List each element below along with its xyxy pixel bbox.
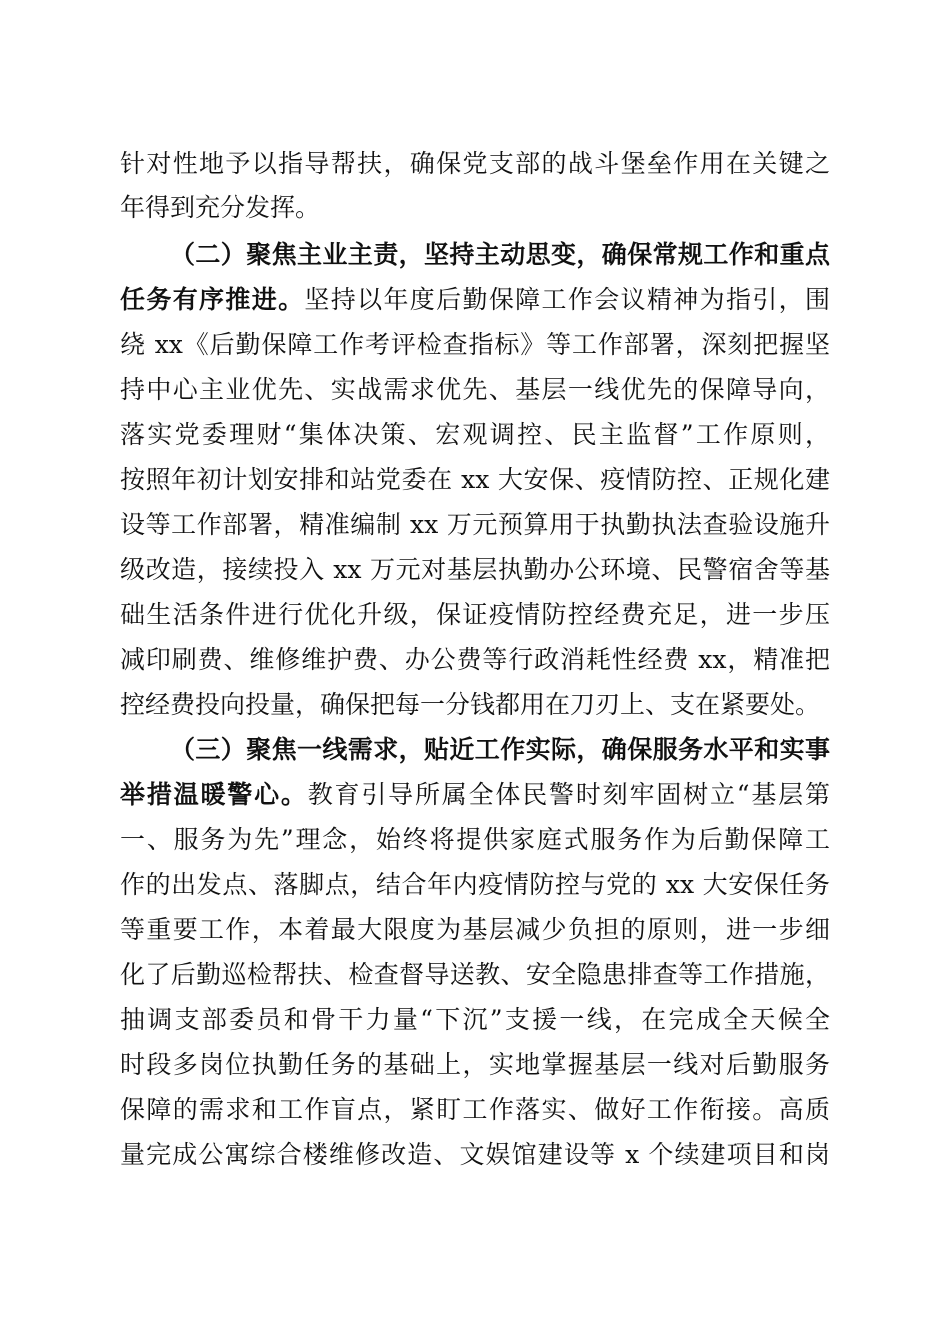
- line-text: 持中心主业优先、实战需求优先、基层一线优先的保障导向，: [120, 375, 830, 404]
- line-text: 年得到充分发挥。: [120, 193, 321, 222]
- body-line: [120, 779, 830, 811]
- line-text: 绕 xx《后勤保障工作考评检查指标》等工作部署，深刻把握坚: [120, 330, 830, 359]
- body-line: [120, 284, 830, 316]
- line-text: 设等工作部署，精准编制 xx 万元预算用于执勤执法查验设施升: [120, 510, 830, 539]
- body-line: [120, 148, 830, 180]
- heading-text: 举措温暖警心。: [120, 780, 308, 809]
- body-line: [120, 869, 830, 901]
- body-line: [120, 329, 830, 361]
- body-line: [120, 1004, 830, 1036]
- body-line: [120, 464, 830, 496]
- body-line: [120, 374, 830, 406]
- line-text: 减印刷费、维修维护费、办公费等行政消耗性经费 xx，精准把: [120, 645, 830, 674]
- line-text: 坚持以年度后勤保障工作会议精神为指引，围: [304, 285, 830, 314]
- line-text: 针对性地予以指导帮扶，确保党支部的战斗堡垒作用在关键之: [120, 149, 830, 178]
- body-line: [120, 689, 830, 721]
- body-line: [120, 959, 830, 991]
- line-text: 保障的需求和工作盲点，紧盯工作落实、做好工作衔接。高质: [120, 1095, 830, 1124]
- line-text: 等重要工作，本着最大限度为基层减少负担的原则，进一步细: [120, 915, 830, 944]
- body-line: [120, 1094, 830, 1126]
- body-line: [120, 509, 830, 541]
- heading-text: （三）聚焦一线需求，贴近工作实际，确保服务水平和实事: [170, 735, 830, 764]
- section-heading-two: [170, 239, 830, 271]
- line-text: 抽调支部委员和骨干力量“下沉”支援一线，在完成全天候全: [120, 1005, 830, 1034]
- body-line: [120, 1049, 830, 1081]
- line-text: 量完成公寓综合楼维修改造、文娱馆建设等 x 个续建项目和岗: [120, 1140, 830, 1169]
- line-text: 础生活条件进行优化升级，保证疫情防控经费充足，进一步压: [120, 600, 830, 629]
- body-line: [120, 419, 830, 451]
- heading-text: 任务有序推进。: [120, 285, 305, 314]
- line-text: 化了后勤巡检帮扶、检查督导送教、安全隐患排查等工作措施，: [120, 960, 830, 989]
- body-line: [120, 599, 830, 631]
- body-line: [120, 914, 830, 946]
- section-heading-three: [170, 734, 830, 766]
- body-line: [120, 192, 830, 224]
- line-text: 级改造，接续投入 xx 万元对基层执勤办公环境、民警宿舍等基: [120, 555, 830, 584]
- line-text: 按照年初计划安排和站党委在 xx 大安保、疫情防控、正规化建: [120, 465, 830, 494]
- line-text: 作的出发点、落脚点，结合年内疫情防控与党的 xx 大安保任务: [120, 870, 830, 899]
- heading-text: （二）聚焦主业主责，坚持主动思变，确保常规工作和重点: [170, 240, 830, 269]
- body-line: [120, 644, 830, 676]
- body-line: [120, 1139, 830, 1171]
- line-text: 时段多岗位执勤任务的基础上，实地掌握基层一线对后勤服务: [120, 1050, 830, 1079]
- line-text: 一、服务为先”理念，始终将提供家庭式服务作为后勤保障工: [120, 825, 830, 854]
- line-text: 控经费投向投量，确保把每一分钱都用在刀刃上、支在紧要处。: [120, 690, 821, 719]
- body-line: [120, 824, 830, 856]
- line-text: 落实党委理财“集体决策、宏观调控、民主监督”工作原则，: [120, 420, 830, 449]
- body-line: [120, 554, 830, 586]
- line-text: 教育引导所属全体民警时刻牢固树立“基层第: [307, 780, 830, 809]
